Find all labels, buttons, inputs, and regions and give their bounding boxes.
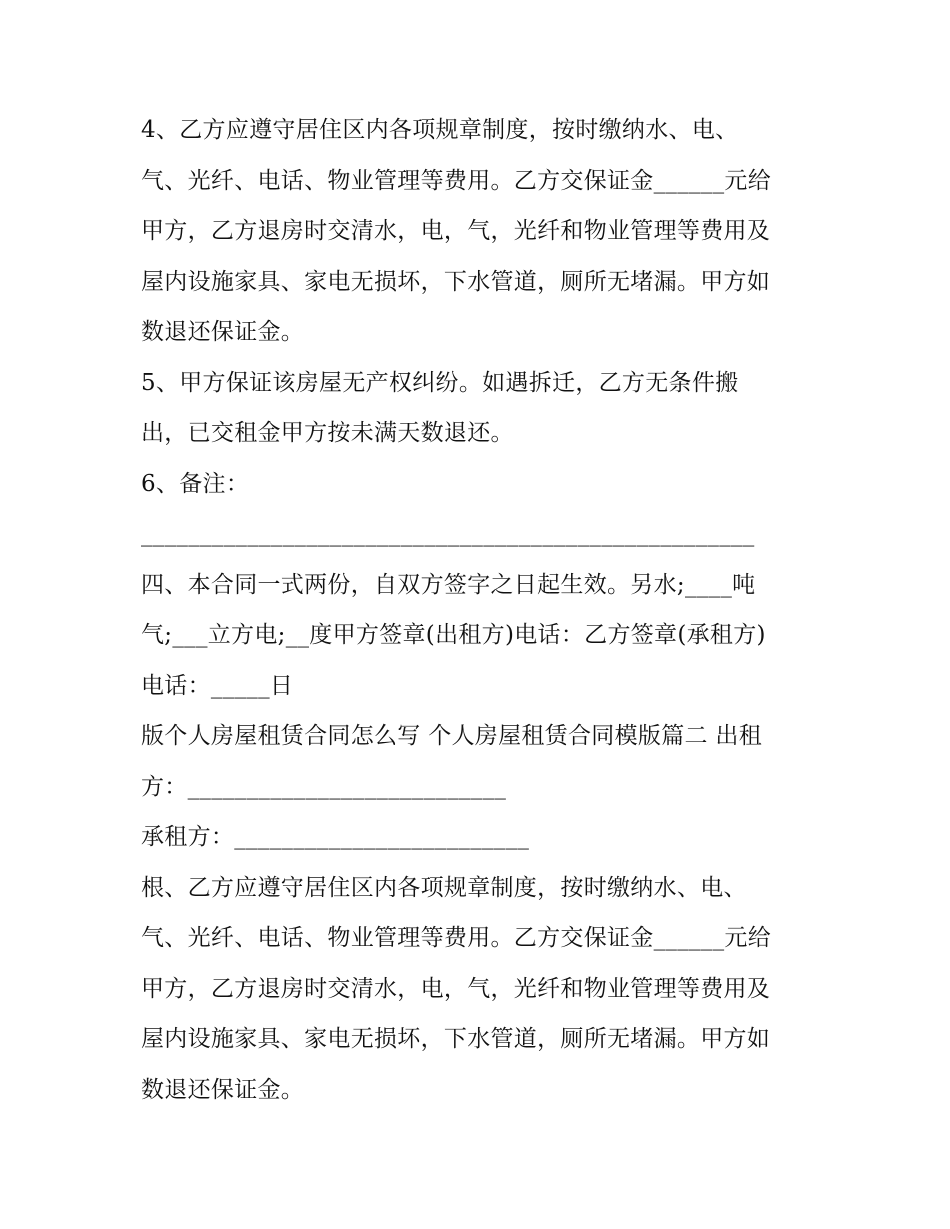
clause-4-line-2: 气、光纤、电话、物业管理等费用。乙方交保证金______元给: [141, 168, 771, 194]
clause-5-line-2: 出，已交租金甲方按未满天数退还。: [141, 420, 514, 446]
repeat-clause-line-1: 根、乙方应遵守居住区内各项规章制度，按时缴纳水、电、: [141, 875, 747, 901]
clause-4-line-3: 甲方，乙方退房时交清水，电，气，光纤和物业管理等费用及: [141, 218, 771, 244]
lessor-line: 方：___________________________: [141, 774, 507, 800]
clause-4-line-4: 屋内设施家具、家电无损坏，下水管道，厕所无堵漏。甲方如: [141, 269, 771, 295]
heading-part-2-line-1: 版个人房屋租赁合同怎么写 个人房屋租赁合同模版篇二 出租: [141, 723, 763, 749]
repeat-clause-line-2: 气、光纤、电话、物业管理等费用。乙方交保证金______元给: [141, 925, 771, 951]
clause-6-remarks: 6、备注：: [141, 471, 250, 497]
lessee-line: 承租方：_________________________: [141, 824, 530, 850]
clause-4-line-1: 4、乙方应遵守居住区内各项规章制度，按时缴纳水、电、: [141, 117, 739, 143]
clause-4-line-5: 数退还保证金。: [141, 319, 305, 345]
section-4-line-2: 气;___立方电;__度甲方签章(出租方)电话：乙方签章(承租方): [141, 622, 766, 648]
section-4-line-3: 电话：_____日: [141, 673, 294, 699]
repeat-clause-line-4: 屋内设施家具、家电无损坏，下水管道，厕所无堵漏。甲方如: [141, 1026, 771, 1052]
remarks-blank-line: ____________________________________________________: [141, 521, 755, 547]
repeat-clause-line-3: 甲方，乙方退房时交清水，电，气，光纤和物业管理等费用及: [141, 976, 771, 1002]
clause-5-line-1: 5、甲方保证该房屋无产权纠纷。如遇拆迁，乙方无条件搬: [141, 370, 739, 396]
section-4-line-1: 四、本合同一式两份，自双方签字之日起生效。另水;____吨: [141, 572, 756, 598]
repeat-clause-line-5: 数退还保证金。: [141, 1077, 305, 1103]
